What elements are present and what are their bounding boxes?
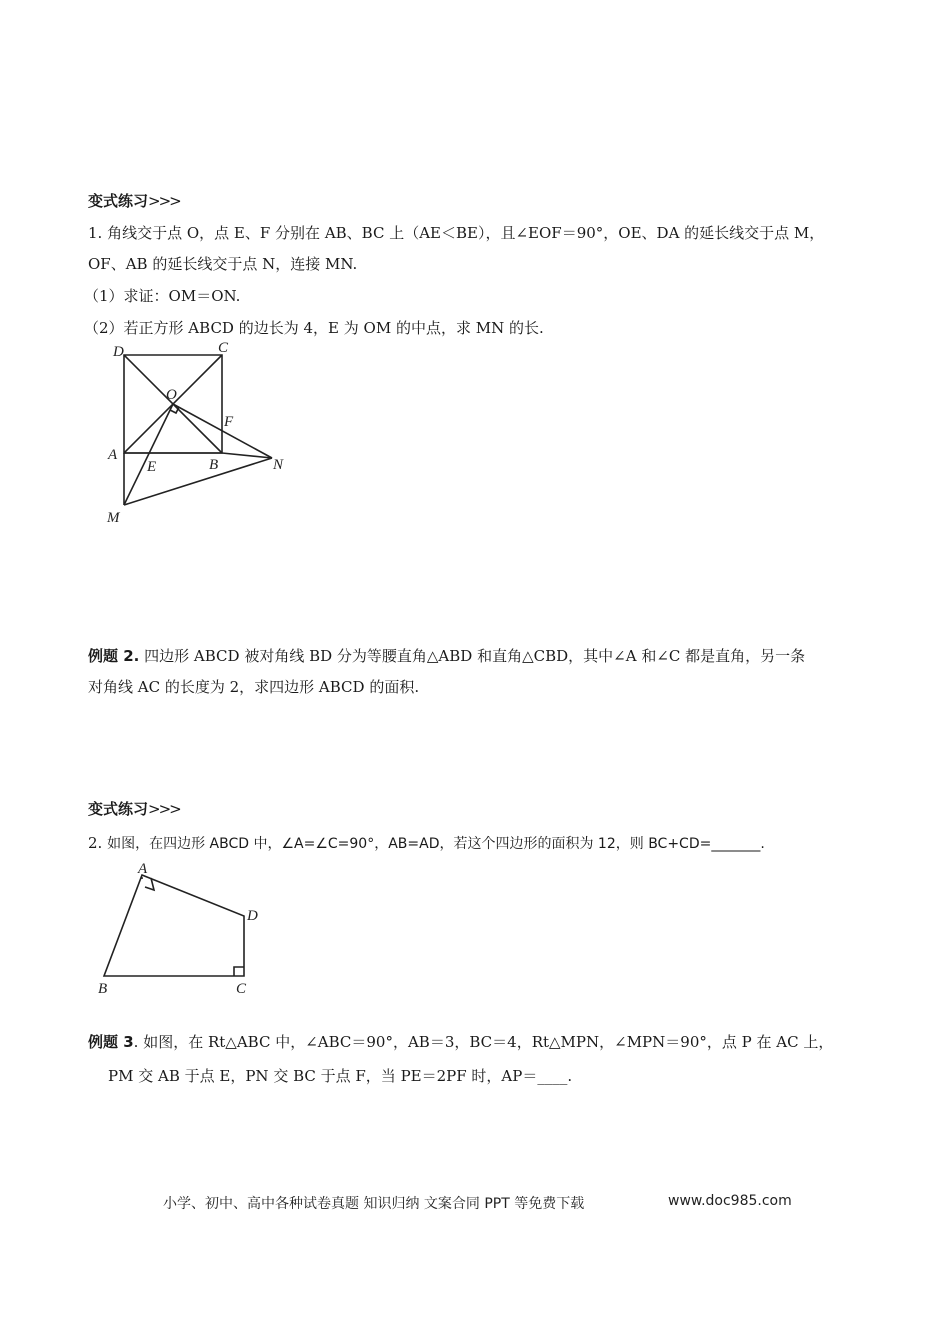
example3-line2: PM 交 AB 于点 E，PN 交 BC 于点 F，当 PE＝2PF 时，AP＝____. <box>108 1067 573 1085</box>
label-n: N <box>273 457 284 473</box>
label-b: B <box>98 981 108 997</box>
section-arrows: >>> <box>148 800 180 818</box>
problem-text: 角线交于点 O，点 E、F 分别在 AB、BC 上（AE＜BE），且∠EOF＝90°，OE、DA 的延长线交于点 M， <box>107 224 825 242</box>
example-label: 例题 3 <box>88 1033 134 1051</box>
example-text: . 如图，在 Rt△ABC 中，∠ABC＝90°，AB＝3，BC＝4，Rt△MPN，∠MPN＝90°，点 P 在 AC 上， <box>133 1033 834 1051</box>
example-text: 四边形 ABCD 被对角线 BD 分为等腰直角△ABD 和直角△CBD，其中∠A 和∠C 都是直角，另一条 <box>144 647 806 665</box>
problem1-part2: （2）若正方形 ABCD 的边长为 4，E 为 OM 的中点，求 MN 的长. <box>84 319 544 337</box>
label-d: D <box>247 908 258 924</box>
label-b: B <box>209 457 219 473</box>
square-geometry-figure <box>100 338 300 528</box>
problem1-line1 <box>88 222 824 243</box>
quadrilateral-abcd <box>104 875 244 976</box>
example3-line1 <box>88 1031 833 1052</box>
section-title-text: 变式练习 <box>88 192 149 210</box>
label-c: C <box>218 340 229 356</box>
section-title-text: 变式练习 <box>88 800 149 818</box>
label-a: A <box>108 447 118 463</box>
label-d: D <box>113 344 124 360</box>
label-o: O <box>166 387 177 403</box>
problem-number: 1. <box>88 224 103 242</box>
label-f: F <box>224 414 234 430</box>
label-a: A <box>138 861 148 877</box>
right-angle-mark-c <box>234 967 244 976</box>
section-title-1 <box>88 190 180 211</box>
example-label: 例题 2. <box>88 647 140 665</box>
segment-om <box>124 404 173 505</box>
label-m: M <box>107 510 120 526</box>
problem-number: 2. <box>88 834 103 852</box>
problem1-line2: OF、AB 的延长线交于点 N，连接 MN. <box>88 255 358 273</box>
footer-text: 小学、初中、高中各种试卷真题 知识归纳 文案合同 PPT 等免费下载 <box>163 1196 585 1212</box>
problem2-line <box>88 833 765 853</box>
problem-text: 如图，在四边形 ABCD 中，∠A=∠C=90°，AB=AD，若这个四边形的面积为 12，则 BC+CD=_______. <box>107 836 765 852</box>
example2-line1 <box>88 645 805 666</box>
label-e: E <box>147 459 157 475</box>
section-title-2 <box>88 798 180 819</box>
quadrilateral-figure <box>90 855 270 1000</box>
example2-line2: 对角线 AC 的长度为 2，求四边形 ABCD 的面积. <box>88 678 420 696</box>
label-c: C <box>236 981 247 997</box>
footer-link[interactable]: www.doc985.com <box>668 1193 792 1209</box>
problem1-part1: （1）求证：OM＝ON. <box>84 287 241 305</box>
section-arrows: >>> <box>148 192 180 210</box>
